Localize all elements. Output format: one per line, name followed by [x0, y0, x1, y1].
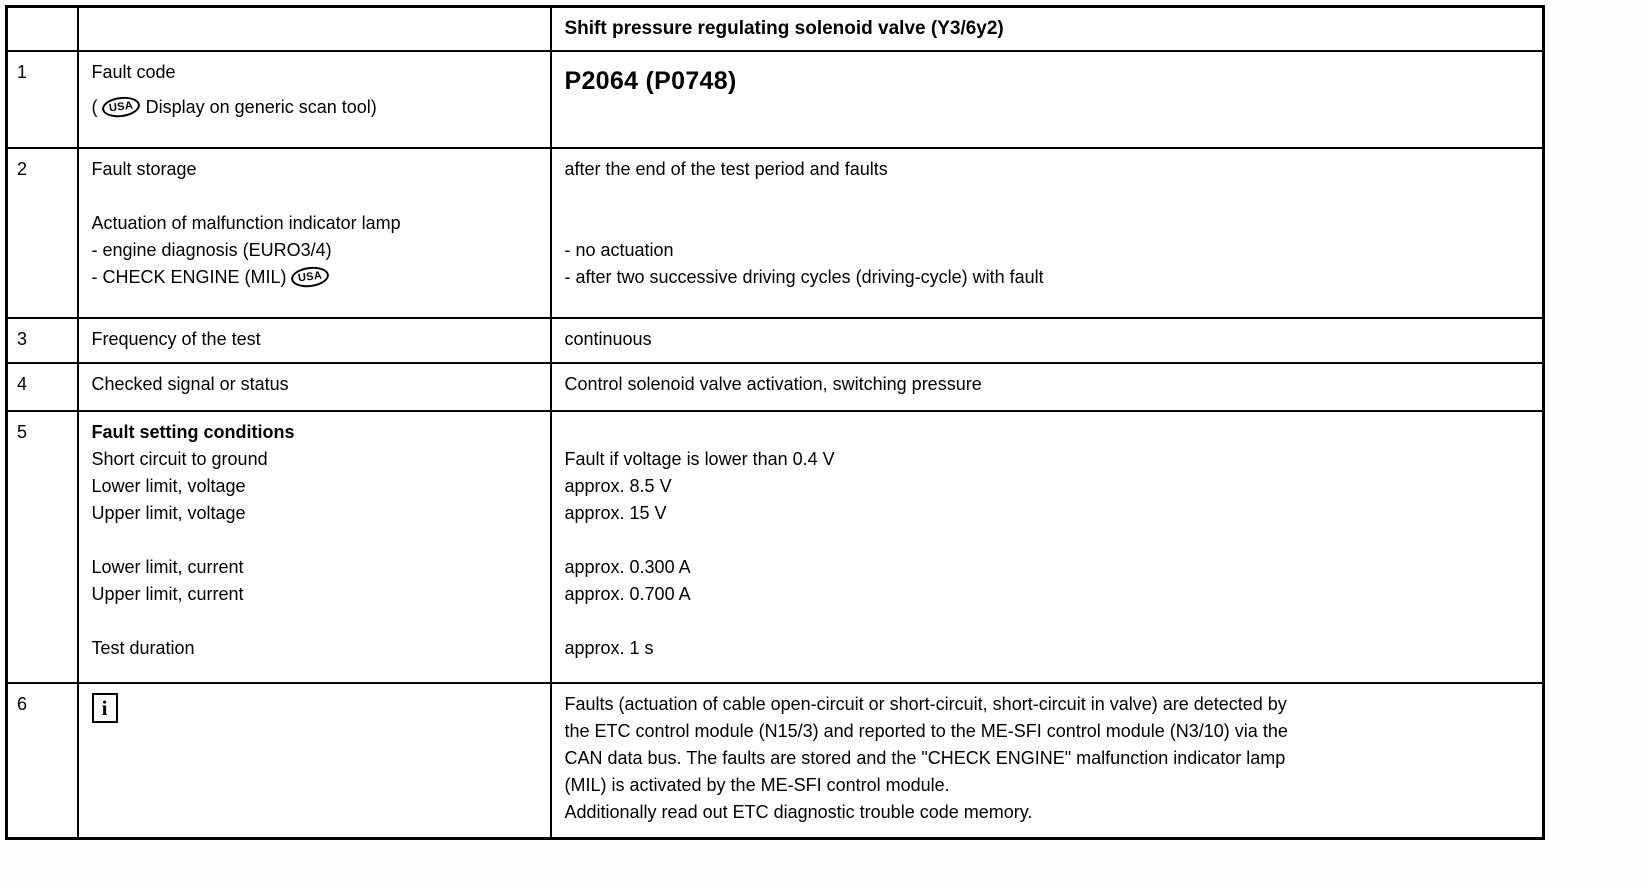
header-empty-num-cell [7, 7, 78, 52]
value-line: - after two successive driving cycles (driving-cycle) with fault [564, 267, 1044, 287]
label-line: Short circuit to ground [91, 449, 268, 469]
value-line: after the end of the test period and faults [564, 159, 888, 179]
row-number: 3 [7, 318, 78, 363]
label-line [92, 608, 538, 635]
label-line-check-engine [92, 264, 538, 291]
row-number: 1 [7, 51, 78, 148]
note-line: Additionally read out ETC diagnostic trouble code memory. [564, 802, 1033, 822]
info-icon-cell [78, 683, 551, 838]
label-line: Lower limit, current [91, 557, 244, 577]
row-fault-storage [7, 148, 1544, 318]
scan-tool-note [92, 94, 538, 121]
fault-code-value-cell [551, 51, 1544, 148]
fault-storage-value-cell [551, 148, 1544, 318]
usa-icon: USA [100, 95, 140, 119]
checked-signal-label-cell [78, 363, 551, 411]
row-checked-signal [7, 363, 1544, 411]
fault-code-label-cell [78, 51, 551, 148]
value-line [565, 210, 1531, 237]
info-icon [92, 693, 118, 723]
value-line: approx. 1 s [564, 638, 654, 658]
row-fault-setting-conditions [7, 411, 1544, 683]
label-line: Test duration [91, 638, 195, 658]
value-line: approx. 0.700 A [564, 584, 691, 604]
note-line: Faults (actuation of cable open-circuit or short-circuit, short-circuit in valve) are detected by [564, 694, 1287, 714]
info-note-cell [551, 683, 1544, 838]
header-row [7, 7, 1544, 52]
value-line: approx. 0.300 A [564, 557, 691, 577]
value-line: continuous [564, 329, 652, 349]
value-line: - no actuation [564, 240, 674, 260]
header-empty-label-cell [78, 7, 551, 52]
fault-code-label: Fault code [91, 62, 176, 82]
row-info-note [7, 683, 1544, 838]
value-line: approx. 8.5 V [564, 476, 672, 496]
value-line: Fault if voltage is lower than 0.4 V [564, 449, 835, 469]
label-line: Frequency of the test [91, 329, 261, 349]
row-number: 4 [7, 363, 78, 411]
fault-storage-label-cell [78, 148, 551, 318]
fault-conditions-value-cell [551, 411, 1544, 683]
note-line: CAN data bus. The faults are stored and the "CHECK ENGINE" malfunction indicator lamp [564, 748, 1286, 768]
label-line: Checked signal or status [91, 374, 289, 394]
open-paren: ( [91, 97, 98, 117]
note-line: the ETC control module (N15/3) and reported to the ME-SFI control module (N3/10) via the [564, 721, 1288, 741]
label-line: - engine diagnosis (EURO3/4) [91, 240, 332, 260]
value-line [565, 608, 1531, 635]
note-line: (MIL) is activated by the ME-SFI control module. [564, 775, 950, 795]
component-title: Shift pressure regulating solenoid valve (Y3/6y2) [564, 18, 1004, 39]
label-line: Upper limit, voltage [91, 503, 246, 523]
row-test-frequency [7, 318, 1544, 363]
info-icon-glyph: i [101, 695, 108, 720]
label-line: Lower limit, voltage [91, 476, 246, 496]
scan-tool-note-text: Display on generic scan tool) [145, 97, 377, 117]
value-line [565, 183, 1531, 210]
row-number: 6 [7, 683, 78, 838]
value-line: Control solenoid valve activation, switching pressure [564, 374, 982, 394]
value-line [565, 419, 1531, 446]
test-frequency-value-cell [551, 318, 1544, 363]
label-line: Actuation of malfunction indicator lamp [91, 213, 401, 233]
row-fault-code [7, 51, 1544, 148]
check-engine-text: - CHECK ENGINE (MIL) [91, 267, 287, 287]
label-line [92, 527, 538, 554]
usa-icon: USA [289, 265, 329, 289]
label-line: Fault storage [91, 159, 197, 179]
label-line [92, 183, 538, 210]
fault-conditions-title: Fault setting conditions [91, 422, 295, 442]
value-line: approx. 15 V [564, 503, 667, 523]
fault-code-value: P2064 (P0748) [564, 67, 737, 95]
label-line: Upper limit, current [91, 584, 244, 604]
test-frequency-label-cell [78, 318, 551, 363]
fault-diagnosis-table [5, 5, 1545, 840]
checked-signal-value-cell [551, 363, 1544, 411]
row-number: 2 [7, 148, 78, 318]
header-title-cell [551, 7, 1544, 52]
value-line [565, 527, 1531, 554]
fault-conditions-label-cell [78, 411, 551, 683]
row-number: 5 [7, 411, 78, 683]
